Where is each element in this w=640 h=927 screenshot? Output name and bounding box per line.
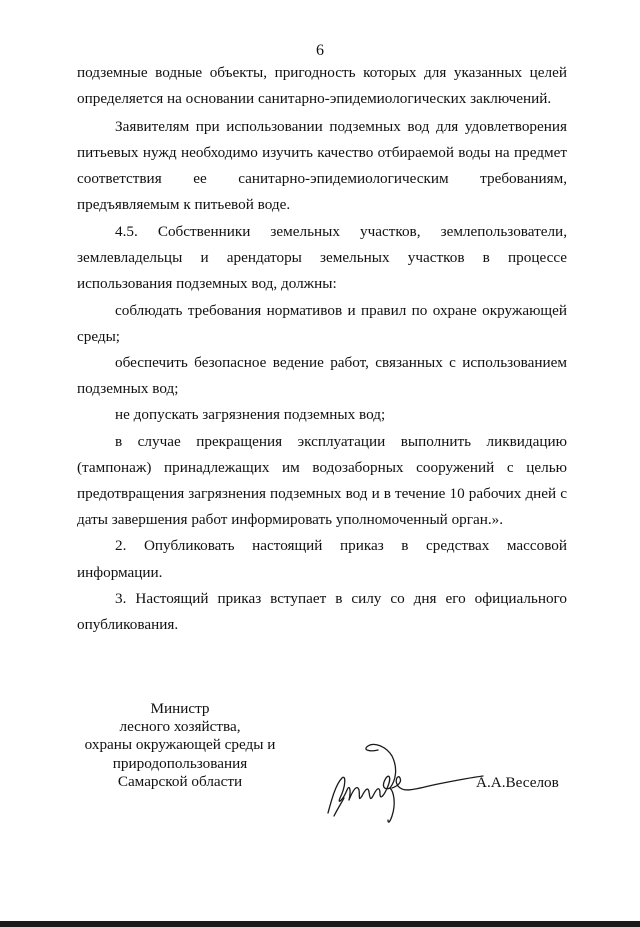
text-line: использования подземных вод, должны: [77,275,337,293]
text-line: соответствия ее санитарно-эпидемиологическим требованиям, [77,170,567,187]
text-line: предотвращения загрязнения подземных вод и в течение 10 рабочих дней с [77,484,567,502]
text-line: не допускать загрязнения подземных вод; [115,406,386,424]
scan-border [0,921,640,927]
text-line: предъявляемым к питьевой воде. [77,196,291,214]
text-line: информации. [77,563,163,581]
body-text [77,60,567,638]
text-line: Заявителям при использовании подземных вод для удовлетворения [115,117,567,135]
paragraph [77,219,567,298]
text-line: соблюдать требования нормативов и правил по охране окружающей [115,301,567,319]
text-line: даты завершения работ информировать уполномоченный орган.». [77,511,504,529]
signatory-title-line: Министр [150,700,210,717]
text-line: землевладельцы и арендаторы земельных участков в процессе [77,249,567,267]
text-line: подземных вод; [77,380,179,398]
text-line: питьевых нужд необходимо изучить качество отбираемой воды на предмет [77,143,567,161]
signatory-title-line: Самарской области [117,772,243,790]
paragraph [77,402,567,428]
page-number: 6 [316,42,324,59]
handwritten-signature [318,728,488,828]
text-line: 2. Опубликовать настоящий приказ в средствах массовой [115,537,567,555]
text-line: обеспечить безопасное ведение работ, связанных с использованием [115,353,567,371]
paragraph [77,298,567,350]
text-line: 3. Настоящий приказ вступает в силу со дня его официального [115,589,567,607]
paragraph [77,60,567,112]
paragraph [77,586,567,638]
text-line: (тампонаж) принадлежащих им водозаборных сооружений с целью [77,458,567,476]
text-line: определяется на основании санитарно-эпидемиологических заключений. [77,90,552,108]
signatory-name: А.А.Веселов [476,774,559,791]
signatory-title-line: охраны окружающей среды и [84,736,276,754]
text-line: опубликования. [77,615,179,633]
paragraph [77,114,567,219]
paragraph [77,429,567,534]
paragraph [77,350,567,402]
signatory-title [60,700,300,791]
text-line: 4.5. Собственники земельных участков, землепользователи, [115,222,567,240]
text-line: подземные водные объекты, пригодность которых для указанных целей [77,64,567,81]
signatory-title-line: лесного хозяйства, [119,718,241,736]
text-line: в случае прекращения эксплуатации выполнить ликвидацию [115,432,567,450]
signatory-title-line: природопользования [112,754,248,772]
text-line: среды; [77,327,121,345]
paragraph [77,533,567,585]
